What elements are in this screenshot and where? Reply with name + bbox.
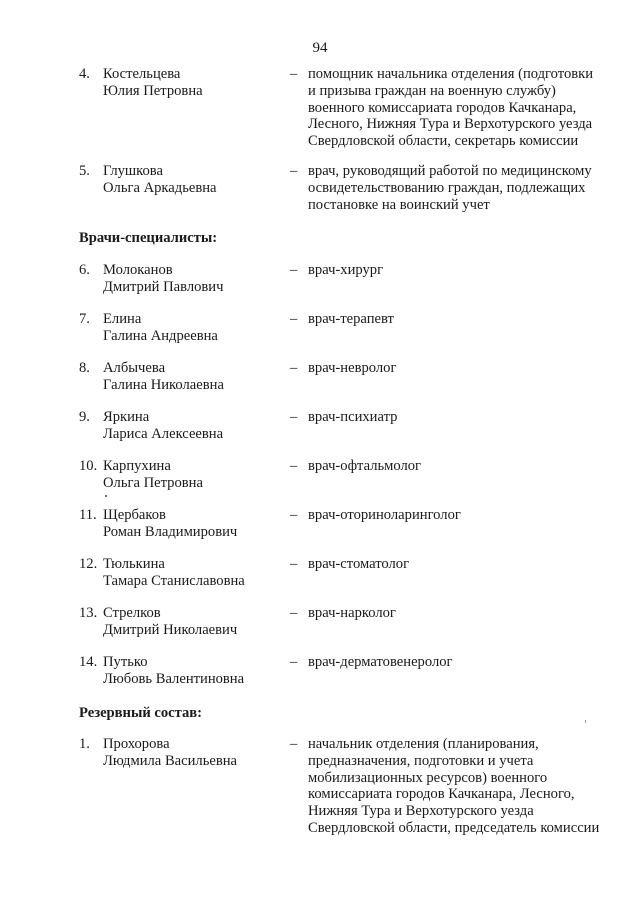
dash-separator: – xyxy=(290,163,298,179)
dash-separator: – xyxy=(290,507,298,523)
surname: Прохорова xyxy=(103,736,170,752)
position-description xyxy=(308,163,613,213)
description-line: Нижняя Тура и Верхотурского уезда xyxy=(308,803,534,820)
position-description xyxy=(308,605,613,622)
given-name: Галина Николаевна xyxy=(103,376,224,393)
page-number: 94 xyxy=(312,40,328,56)
person-name xyxy=(103,262,283,296)
given-name: Юлия Петровна xyxy=(103,82,203,99)
description-line: врач-терапевт xyxy=(308,311,394,327)
surname: Яркина xyxy=(103,409,150,425)
item-number: 13. xyxy=(79,605,98,621)
item-number: 1. xyxy=(79,736,90,752)
given-name: Дмитрий Николаевич xyxy=(103,621,238,638)
surname: Стрелков xyxy=(103,605,161,621)
position-description xyxy=(308,262,613,279)
position-description xyxy=(308,360,613,377)
description-line: врач-оториноларинголог xyxy=(308,507,461,523)
item-number: 14. xyxy=(79,654,98,670)
description-line: врач-невролог xyxy=(308,360,397,376)
given-name: Роман Владимирович xyxy=(103,523,238,540)
given-name: Людмила Васильевна xyxy=(103,752,238,769)
description-line: врач-офтальмолог xyxy=(308,458,422,474)
dash-separator: – xyxy=(290,409,298,425)
item-number: 5. xyxy=(79,163,90,179)
section-heading-reserve: Резервный состав: xyxy=(79,705,203,721)
surname: Карпухина xyxy=(103,458,171,474)
surname: Албычева xyxy=(103,360,166,376)
description-line: комиссариата городов Качканара, Лесного, xyxy=(308,786,575,803)
person-name xyxy=(103,605,283,639)
person-name xyxy=(103,360,283,394)
dash-separator: – xyxy=(290,262,298,278)
surname: Щербаков xyxy=(103,507,166,523)
position-description xyxy=(308,736,613,837)
dash-separator: – xyxy=(290,556,298,572)
description-line: Свердловской области, секретарь комиссии xyxy=(308,133,579,150)
position-description xyxy=(308,654,613,671)
position-description xyxy=(308,66,613,150)
description-line: врач-хирург xyxy=(308,262,384,278)
scan-speck xyxy=(105,495,107,497)
given-name: Тамара Станиславовна xyxy=(103,572,245,589)
given-name: Галина Андреевна xyxy=(103,327,218,344)
position-description xyxy=(308,311,613,328)
surname: Елина xyxy=(103,311,142,327)
item-number: 12. xyxy=(79,556,98,572)
dash-separator: – xyxy=(290,654,298,670)
person-name xyxy=(103,311,283,345)
dash-separator: – xyxy=(290,458,298,474)
given-name: Лариса Алексеевна xyxy=(103,425,224,442)
surname: Глушкова xyxy=(103,163,163,179)
item-number: 4. xyxy=(79,66,90,82)
position-description xyxy=(308,507,613,524)
person-name xyxy=(103,66,283,100)
person-name xyxy=(103,654,283,688)
description-line: военного комиссариата городов Качканара, xyxy=(308,99,577,116)
description-line: врач, руководящий работой по медицинскому xyxy=(308,163,592,179)
person-name xyxy=(103,507,283,541)
description-line: начальник отделения (планирования, xyxy=(308,736,539,752)
description-line: мобилизационных ресурсов) военного xyxy=(308,769,548,786)
dash-separator: – xyxy=(290,311,298,327)
description-line: освидетельствованию граждан, подлежащих xyxy=(308,179,586,196)
dash-separator: – xyxy=(290,66,298,82)
person-name xyxy=(103,163,283,197)
item-number: 7. xyxy=(79,311,90,327)
description-line: постановке на воинский учет xyxy=(308,196,490,213)
person-name xyxy=(103,736,283,770)
surname: Путько xyxy=(103,654,148,670)
given-name: Ольга Аркадьевна xyxy=(103,179,217,196)
item-number: 6. xyxy=(79,262,90,278)
description-line: врач-дерматовенеролог xyxy=(308,654,453,670)
dash-separator: – xyxy=(290,605,298,621)
position-description xyxy=(308,409,613,426)
description-line: врач-психиатр xyxy=(308,409,398,425)
position-description xyxy=(308,556,613,573)
given-name: Дмитрий Павлович xyxy=(103,278,224,295)
given-name: Любовь Валентиновна xyxy=(103,670,245,687)
dash-separator: – xyxy=(290,736,298,752)
description-line: Лесного, Нижняя Тура и Верхотурского уезда xyxy=(308,116,593,133)
person-name xyxy=(103,458,283,492)
description-line: врач-стоматолог xyxy=(308,556,410,572)
description-line: и призыва граждан на военную службу) xyxy=(308,82,556,99)
description-line: предназначения, подготовки и учета xyxy=(308,752,534,769)
item-number: 8. xyxy=(79,360,90,376)
item-number: 11. xyxy=(79,507,97,523)
scan-speck xyxy=(585,720,586,723)
section-heading-specialists: Врачи-специалисты: xyxy=(79,230,218,246)
dash-separator: – xyxy=(290,360,298,376)
surname: Тюлькина xyxy=(103,556,165,572)
surname: Молоканов xyxy=(103,262,173,278)
person-name xyxy=(103,556,283,590)
description-line: помощник начальника отделения (подготовки xyxy=(308,66,594,82)
item-number: 9. xyxy=(79,409,90,425)
description-line: врач-нарколог xyxy=(308,605,396,621)
item-number: 10. xyxy=(79,458,98,474)
person-name xyxy=(103,409,283,443)
description-line: Свердловской области, председатель комиссии xyxy=(308,819,600,836)
surname: Костельцева xyxy=(103,66,181,82)
position-description xyxy=(308,458,613,475)
given-name: Ольга Петровна xyxy=(103,474,203,491)
